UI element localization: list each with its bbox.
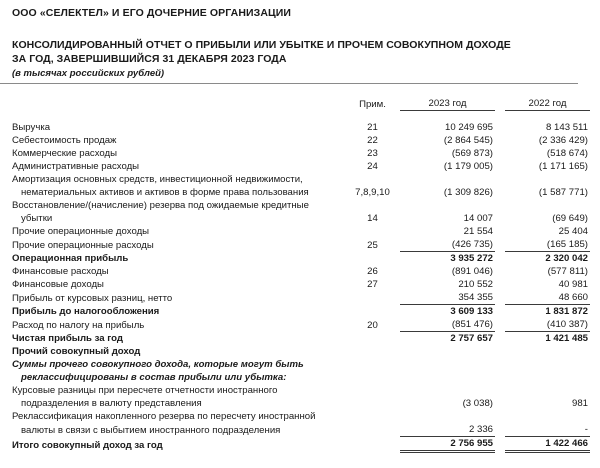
- row-gap: [495, 291, 505, 305]
- table-row: [12, 318, 590, 332]
- row-label: реклассифицированы в состав прибыли или убытка:: [21, 372, 287, 383]
- row-gap: [495, 186, 505, 199]
- section-heading-other-comprehensive-income: [12, 345, 590, 358]
- row-value-2022: (69 649): [552, 213, 588, 224]
- row-value-2022: [505, 371, 590, 384]
- row-value-2022: [505, 199, 590, 212]
- row-gap: [495, 225, 505, 238]
- table-row: [12, 186, 590, 199]
- row-value-2022: [505, 384, 590, 397]
- column-header-label: [12, 97, 345, 111]
- row-value-2022: (1 587 771): [538, 187, 588, 198]
- row-value-2022: (518 674): [546, 148, 588, 159]
- table-row: [12, 173, 590, 186]
- row-note: [345, 305, 400, 319]
- row-note: 21: [367, 122, 378, 133]
- row-gap: [495, 173, 505, 186]
- row-note: [345, 423, 400, 437]
- row-label: Суммы прочего совокупного дохода, которые могут быть: [12, 359, 304, 370]
- row-value-2022: [505, 410, 590, 423]
- row-value-2022: -: [584, 424, 588, 435]
- table-row: [12, 147, 590, 160]
- document-header: [0, 0, 600, 81]
- row-gap: [495, 278, 505, 291]
- column-gap: [495, 97, 505, 111]
- row-note: [345, 225, 400, 238]
- table-row: [12, 397, 590, 410]
- row-value-2022: 981: [571, 398, 588, 409]
- row-value-2023: [400, 358, 495, 371]
- row-gap: [495, 318, 505, 332]
- row-label: Прибыль до налогообложения: [12, 306, 160, 317]
- row-label: убытки: [21, 213, 53, 224]
- row-gap: [495, 384, 505, 397]
- row-value-2023: (2 864 545): [443, 135, 493, 146]
- row-value-2022: [505, 345, 590, 358]
- report-title-line-1: КОНСОЛИДИРОВАННЫЙ ОТЧЕТ О ПРИБЫЛИ ИЛИ УБЫТКЕ И ПРОЧЕМ СОВОКУПНОМ ДОХОДЕ: [12, 39, 511, 51]
- row-value-2022: (1 171 165): [538, 161, 588, 172]
- row-note: [345, 384, 400, 397]
- table-row: [12, 291, 590, 305]
- table-row: [12, 134, 590, 147]
- table-row: [12, 371, 590, 384]
- row-value-2022: (165 185): [546, 239, 588, 250]
- row-value-2022: (2 336 429): [538, 135, 588, 146]
- row-value-2023: [400, 384, 495, 397]
- table-row: [12, 238, 590, 252]
- header-gap-row: [12, 111, 590, 122]
- row-label: Прочие операционные расходы: [12, 239, 154, 251]
- row-gap: [495, 238, 505, 252]
- row-note: [345, 332, 400, 346]
- table-row: [12, 212, 590, 225]
- row-label: Курсовые разницы при пересчете отчетности иностранного: [12, 385, 278, 396]
- table-row: [12, 423, 590, 437]
- row-note: 26: [367, 266, 378, 277]
- row-gap: [495, 265, 505, 278]
- row-value-2023: [400, 410, 495, 423]
- row-value-2023: [400, 173, 495, 186]
- header-spacer-row: [12, 84, 590, 97]
- row-value-2022: 40 981: [558, 279, 588, 290]
- row-label: Итого совокупный доход за год: [12, 439, 163, 451]
- row-value-2023: (891 046): [451, 266, 493, 277]
- units-of-measure: (в тысячах российских рублей): [12, 68, 165, 79]
- row-note: [345, 199, 400, 212]
- subtotal-row-net-profit: [12, 332, 590, 346]
- row-value-2023: 3 935 272: [400, 252, 495, 266]
- row-gap: [495, 358, 505, 371]
- entity-name: ООО «СЕЛЕКТЕЛ» И ЕГО ДОЧЕРНИЕ ОРГАНИЗАЦИИ: [12, 7, 292, 19]
- row-label: подразделения в валюту представления: [21, 398, 202, 409]
- row-value-2023: (1 309 826): [443, 187, 493, 198]
- table-body: [12, 121, 590, 452]
- row-note: [345, 173, 400, 186]
- table-row: [12, 410, 590, 423]
- row-gap: [495, 160, 505, 173]
- subtotal-row-profit-before-tax: [12, 305, 590, 319]
- row-gap: [495, 345, 505, 358]
- row-value-2023: (1 179 005): [443, 161, 493, 172]
- row-label: Восстановление/(начисление) резерва под ожидаемые кредитные: [12, 200, 309, 211]
- row-value-2023: 3 609 133: [400, 305, 495, 319]
- row-label: Выручка: [12, 122, 51, 133]
- row-value-2022: 1 421 485: [505, 332, 590, 346]
- row-label: валюты в связи с выбытием иностранного подразделения: [21, 424, 281, 436]
- column-header-2022: 2022 год: [505, 97, 590, 111]
- row-value-2023: (569 873): [451, 148, 493, 159]
- income-statement-table: [12, 84, 590, 453]
- row-value-2023: [400, 199, 495, 212]
- row-label: Себестоимость продаж: [12, 135, 117, 146]
- row-value-2023: 10 249 695: [444, 122, 493, 133]
- row-label: Административные расходы: [12, 161, 140, 172]
- row-value-2022: 25 404: [558, 226, 588, 237]
- table-row: [12, 384, 590, 397]
- row-note: 27: [367, 279, 378, 290]
- row-gap: [495, 437, 505, 452]
- table-row: [12, 358, 590, 371]
- row-note: [345, 358, 400, 371]
- row-label: Расход по налогу на прибыль: [12, 319, 145, 331]
- row-note: [345, 371, 400, 384]
- row-note: [345, 252, 400, 266]
- row-label: нематериальных активов и активов в форме права пользования: [21, 187, 309, 198]
- row-label: Прочий совокупный доход: [12, 346, 141, 357]
- table-row: [12, 278, 590, 291]
- table-header-row: [12, 97, 590, 111]
- row-gap: [495, 423, 505, 437]
- row-value-2022: [505, 358, 590, 371]
- row-value-2023: [400, 371, 495, 384]
- row-gap: [495, 410, 505, 423]
- row-note: 25: [367, 239, 378, 251]
- row-gap: [495, 371, 505, 384]
- row-note: [345, 437, 400, 452]
- row-gap: [495, 134, 505, 147]
- row-value-2023: 2 757 657: [400, 332, 495, 346]
- row-label: Коммерческие расходы: [12, 148, 118, 159]
- report-title-line-2: ЗА ГОД, ЗАВЕРШИВШИЙСЯ 31 ДЕКАБРЯ 2023 ГОДА: [12, 53, 287, 65]
- row-value-2022: 1 422 466: [505, 437, 590, 452]
- row-note: [345, 291, 400, 305]
- row-value-2023: 2 336: [468, 424, 493, 435]
- row-note: [345, 345, 400, 358]
- row-value-2022: 1 831 872: [505, 305, 590, 319]
- row-note: [345, 397, 400, 410]
- row-value-2022: 2 320 042: [505, 252, 590, 266]
- row-label: Прибыль от курсовых разниц, нетто: [12, 292, 173, 304]
- row-value-2023: 14 007: [463, 213, 493, 224]
- row-gap: [495, 212, 505, 225]
- row-gap: [495, 147, 505, 160]
- row-value-2023: 354 355: [458, 292, 493, 303]
- row-value-2023: 21 554: [463, 226, 493, 237]
- row-value-2023: 210 552: [458, 279, 493, 290]
- subtotal-row-operating-profit: [12, 252, 590, 266]
- total-row-comprehensive-income: [12, 437, 590, 452]
- table-row: [12, 160, 590, 173]
- row-gap: [495, 332, 505, 346]
- row-value-2022: 48 660: [558, 292, 588, 303]
- row-value-2023: (851 476): [451, 319, 493, 330]
- row-note: 24: [367, 161, 378, 172]
- row-value-2022: [505, 173, 590, 186]
- row-label: Финансовые расходы: [12, 266, 109, 277]
- row-value-2022: (577 811): [547, 266, 588, 277]
- row-label: Чистая прибыль за год: [12, 333, 123, 344]
- row-value-2022: 8 143 511: [546, 122, 588, 133]
- row-note: 7,8,9,10: [355, 187, 390, 198]
- column-header-note: Прим.: [359, 98, 386, 110]
- row-value-2023: (3 038): [462, 398, 493, 409]
- row-value-2023: [400, 345, 495, 358]
- row-note: 14: [367, 213, 378, 224]
- row-note: 23: [367, 148, 378, 159]
- row-label: Прочие операционные доходы: [12, 226, 150, 237]
- row-gap: [495, 199, 505, 212]
- table-row: [12, 225, 590, 238]
- row-label: Операционная прибыль: [12, 253, 129, 264]
- row-value-2023: (426 735): [451, 239, 493, 250]
- row-label: Амортизация основных средств, инвестиционной недвижимости,: [12, 174, 303, 185]
- table-row: [12, 121, 590, 134]
- table-row: [12, 199, 590, 212]
- row-note: [345, 410, 400, 423]
- row-label: Финансовые доходы: [12, 279, 104, 290]
- row-label: Реклассификация накопленного резерва по пересчету иностранной: [12, 411, 316, 422]
- row-gap: [495, 252, 505, 266]
- row-value-2023: 2 756 955: [400, 437, 495, 452]
- row-value-2022: (410 387): [546, 319, 588, 330]
- row-note: 22: [367, 135, 378, 146]
- row-gap: [495, 397, 505, 410]
- row-gap: [495, 305, 505, 319]
- table-row: [12, 265, 590, 278]
- row-gap: [495, 121, 505, 134]
- column-header-2023: 2023 год: [400, 97, 495, 111]
- row-note: 20: [367, 319, 378, 331]
